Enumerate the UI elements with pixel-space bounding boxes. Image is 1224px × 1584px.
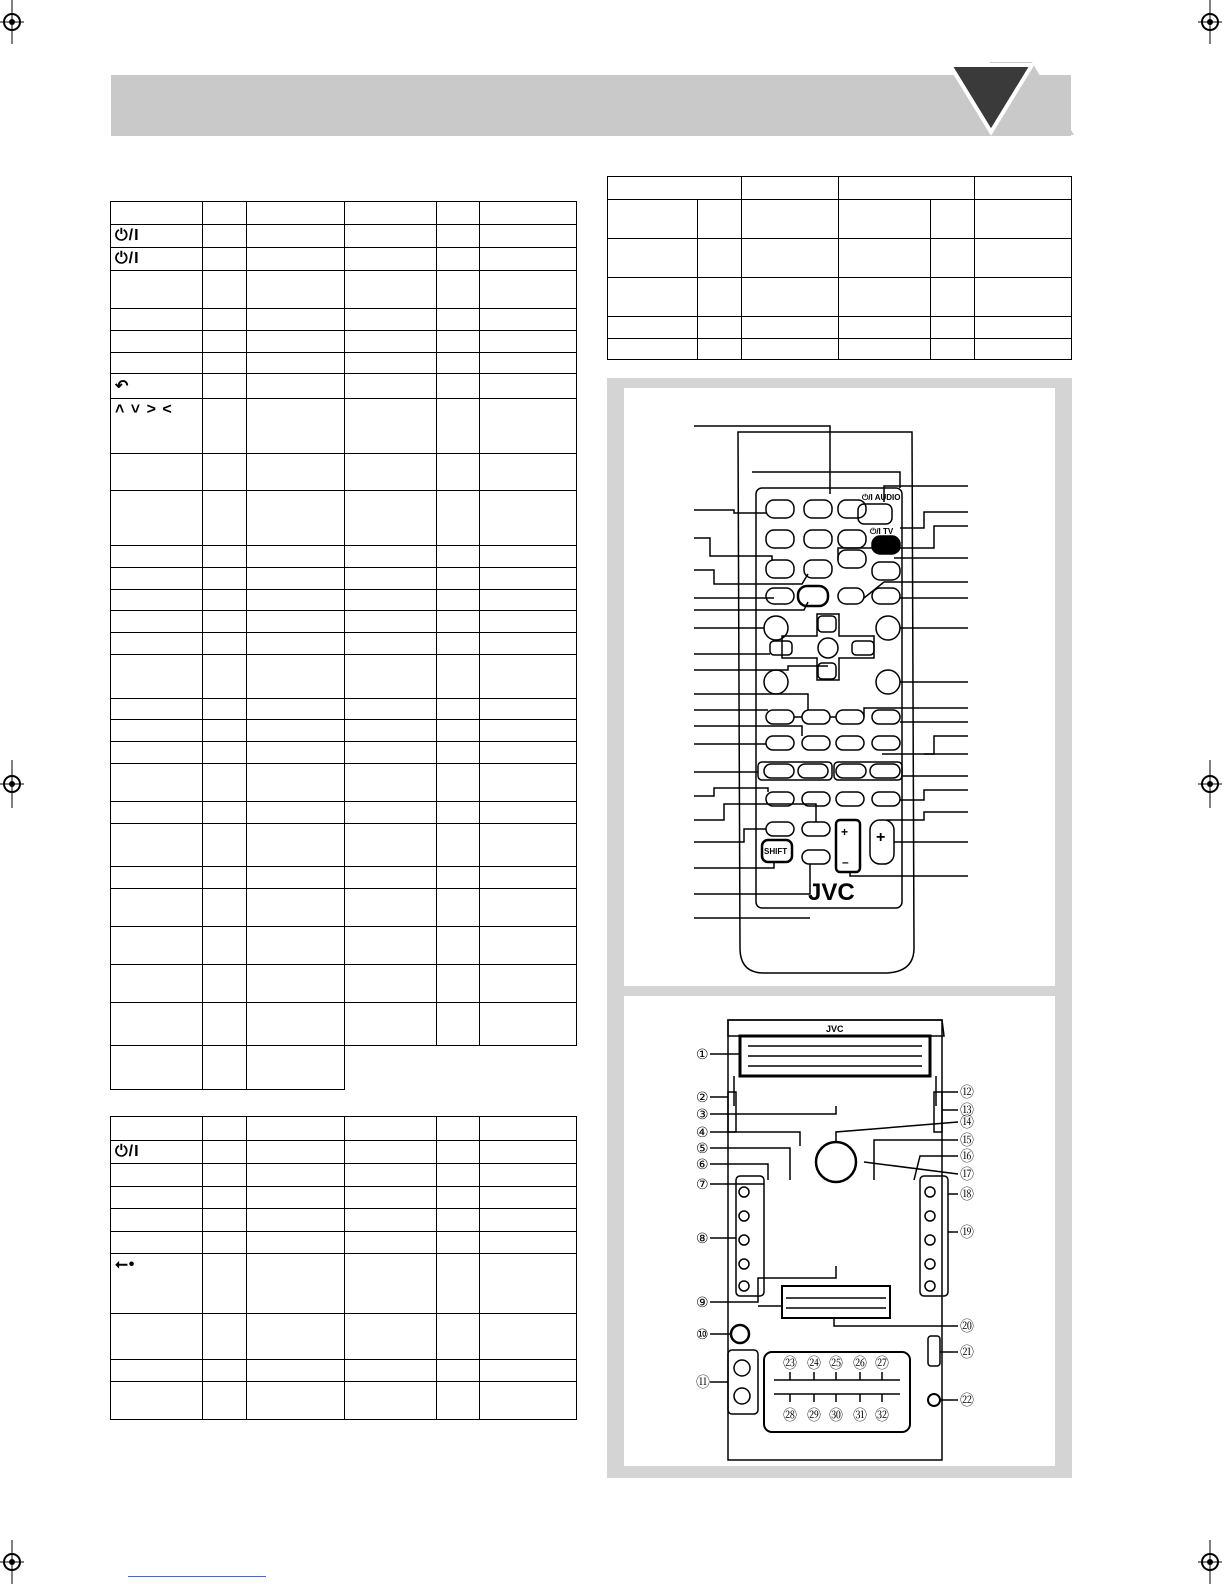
callout-7: ⑦ (696, 1177, 709, 1193)
callout-28: ㉘ (783, 1408, 797, 1424)
tv-volume-plus-label: + (876, 829, 886, 846)
callout-12: ⑫ (960, 1085, 974, 1101)
section-header-band (111, 75, 1071, 136)
callout-31: ㉛ (853, 1408, 867, 1424)
main-unit-illustration (624, 996, 1055, 1466)
callout-11: ⑪ (696, 1375, 710, 1391)
callout-25: ㉕ (829, 1356, 843, 1372)
callout-17: ⑰ (960, 1167, 974, 1183)
callout-6: ⑥ (696, 1157, 709, 1173)
volume-minus-label: – (842, 855, 849, 869)
tv-power-label: ⏻/I TV (870, 527, 894, 536)
registration-mark-mid-left (0, 760, 24, 808)
cursor-arrows-icon: ˄ ˅ ˃ ˂ (111, 399, 203, 454)
usb-icon: ⭠• (111, 1254, 203, 1314)
unit-buttons-table (110, 1116, 577, 1420)
registration-mark-bottom-right (1198, 1536, 1222, 1584)
power-symbol: ⏻/I (111, 1141, 203, 1164)
callout-21: ㉑ (960, 1345, 974, 1361)
registration-mark-top-left (0, 0, 24, 48)
power-symbol: ⏻/I (111, 248, 203, 271)
registration-mark-bottom-left (0, 1536, 24, 1584)
shift-label: SHIFT (764, 847, 788, 856)
remote-tv-table (607, 176, 1072, 360)
callout-16: ⑯ (960, 1149, 974, 1165)
callout-1: ① (696, 1047, 709, 1063)
remote-brand-logo: JVC (808, 879, 855, 906)
callout-19: ⑲ (960, 1225, 974, 1241)
callout-13: ⑬ (960, 1103, 974, 1119)
callout-20: ⑳ (960, 1319, 974, 1335)
volume-plus-label: + (841, 825, 849, 839)
power-symbol: ⏻/I (111, 225, 203, 248)
unit-brand-logo: JVC (826, 1024, 844, 1034)
chapter-arrow-icon (950, 62, 1074, 138)
callout-32: ㉜ (875, 1408, 889, 1424)
remote-buttons-table (110, 201, 577, 1090)
callout-3: ③ (696, 1107, 709, 1123)
callout-23: ㉓ (783, 1356, 797, 1372)
audio-power-label: ⏻/I AUDIO (862, 493, 901, 502)
registration-mark-top-right (1198, 0, 1222, 48)
callout-26: ㉖ (853, 1356, 867, 1372)
callout-29: ㉙ (807, 1408, 821, 1424)
callout-24: ㉔ (807, 1356, 821, 1372)
callout-14: ⑭ (960, 1115, 974, 1131)
callout-15: ⑮ (960, 1133, 974, 1149)
callout-18: ⑱ (960, 1187, 974, 1203)
callout-4: ④ (696, 1125, 709, 1141)
remote-control-illustration (624, 388, 1055, 986)
callout-5: ⑤ (696, 1141, 709, 1157)
footer-link-underline (128, 1576, 266, 1577)
callout-22: ㉒ (960, 1393, 974, 1409)
callout-10: ⑩ (696, 1327, 709, 1343)
callout-9: ⑨ (696, 1295, 709, 1311)
callout-30: ㉚ (829, 1408, 843, 1424)
callout-2: ② (696, 1090, 709, 1106)
registration-mark-mid-right (1198, 760, 1222, 808)
return-icon: ↶ (111, 374, 203, 399)
callout-8: ⑧ (696, 1231, 709, 1247)
callout-27: ㉗ (875, 1356, 889, 1372)
